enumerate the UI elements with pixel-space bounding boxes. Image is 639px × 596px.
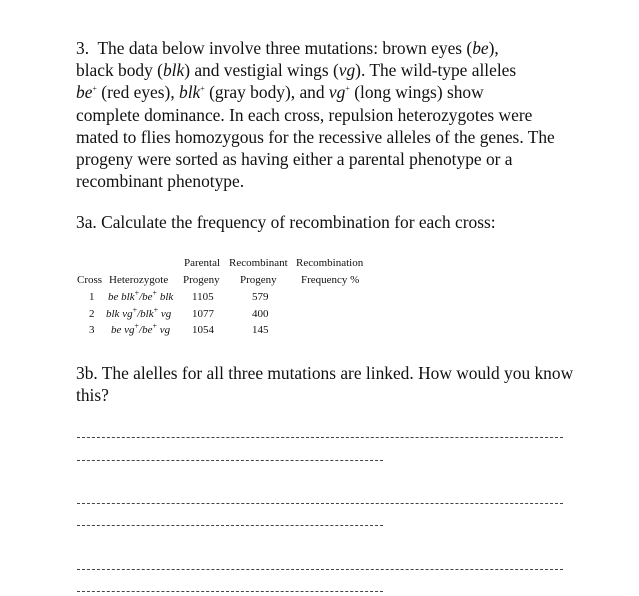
row-3-cross: 3 [89, 324, 95, 336]
question-3-line-1 [76, 37, 576, 59]
answer-line-long [77, 437, 563, 438]
question-3-line-3 [76, 81, 576, 103]
row-1-cross: 1 [89, 291, 95, 303]
header-recombinant-progeny: Progeny [240, 274, 277, 286]
answer-line-long [77, 569, 563, 570]
answer-line-short [77, 591, 383, 592]
question-number: 3. [76, 38, 90, 58]
question-3-line-2 [76, 59, 576, 81]
header-heterozygote: Heterozygote [109, 274, 169, 286]
row-3-recombinant: 145 [252, 324, 269, 336]
q3-text: ), [488, 38, 499, 58]
q3-text: (gray body), and [204, 82, 329, 103]
genotype-part: be blk [108, 291, 135, 303]
genotype-part: vg [157, 324, 171, 336]
row-2-genotype [106, 307, 171, 321]
plus-sup: + [200, 84, 205, 94]
header-recombinant: Recombinant [229, 257, 288, 269]
q3-text: ) and vestigial wings ( [184, 60, 339, 81]
row-2-parental: 1077 [192, 308, 214, 320]
answer-line-short [77, 460, 383, 461]
plus-sup: + [345, 84, 350, 94]
genotype-part: blk vg [106, 308, 133, 320]
genotype-part: be vg [111, 324, 135, 336]
q3-text: The data below involve three mutations: brown eyes ( [97, 38, 473, 58]
question-3-rest: complete dominance. In each cross, repulsion heterozygotes were mated to flies homozygous for the recessive alleles of the genes. The progeny were sorted as having either a parental phenotype or a recombinant phenotype. [76, 104, 555, 192]
row-2-cross: 2 [89, 308, 95, 320]
plus-sup: + [153, 305, 159, 315]
plus-sup: + [134, 321, 140, 331]
allele-vg: vg [338, 60, 356, 81]
answer-line-short [77, 525, 383, 526]
header-recombination: Recombination [296, 257, 364, 269]
allele-be: be [472, 38, 489, 58]
allele-be-wild: be [76, 82, 93, 103]
plus-sup: + [92, 84, 97, 94]
row-1-genotype [108, 290, 173, 304]
genotype-part: /blk [137, 308, 154, 320]
plus-sup: + [152, 288, 158, 298]
plus-sup: + [134, 288, 140, 298]
row-2-recombinant: 400 [252, 308, 269, 320]
allele-blk: blk [162, 60, 185, 81]
answer-line-long [77, 503, 563, 504]
header-parental-progeny: Progeny [183, 274, 220, 286]
plus-sup: + [132, 305, 138, 315]
row-3-parental: 1054 [192, 324, 214, 336]
genotype-part: blk [157, 291, 174, 303]
plus-sup: + [152, 321, 157, 331]
question-3 [76, 37, 576, 192]
q3-text: (red eyes), [96, 82, 180, 103]
question-3a: 3a. Calculate the frequency of recombination for each cross: [76, 212, 496, 232]
genotype-part: vg [158, 308, 172, 320]
genotype-part: /be [139, 291, 153, 303]
header-parental: Parental [184, 257, 221, 269]
row-1-parental: 1105 [192, 291, 214, 303]
question-3b: 3b. The alelles for all three mutations are linked. How would you know this? [76, 363, 574, 405]
row-3-genotype [111, 323, 170, 337]
allele-vg-wild: vg [328, 82, 346, 103]
header-cross: Cross [77, 274, 103, 286]
q3-text: ). The wild-type alleles [355, 60, 517, 81]
genotype-part: /be [139, 324, 153, 336]
header-frequency: Frequency % [301, 274, 360, 286]
row-1-recombinant: 579 [252, 291, 269, 303]
q3-text: (long wings) show [349, 82, 484, 103]
q3-text: black body ( [76, 60, 163, 81]
allele-blk-wild: blk [179, 82, 201, 103]
